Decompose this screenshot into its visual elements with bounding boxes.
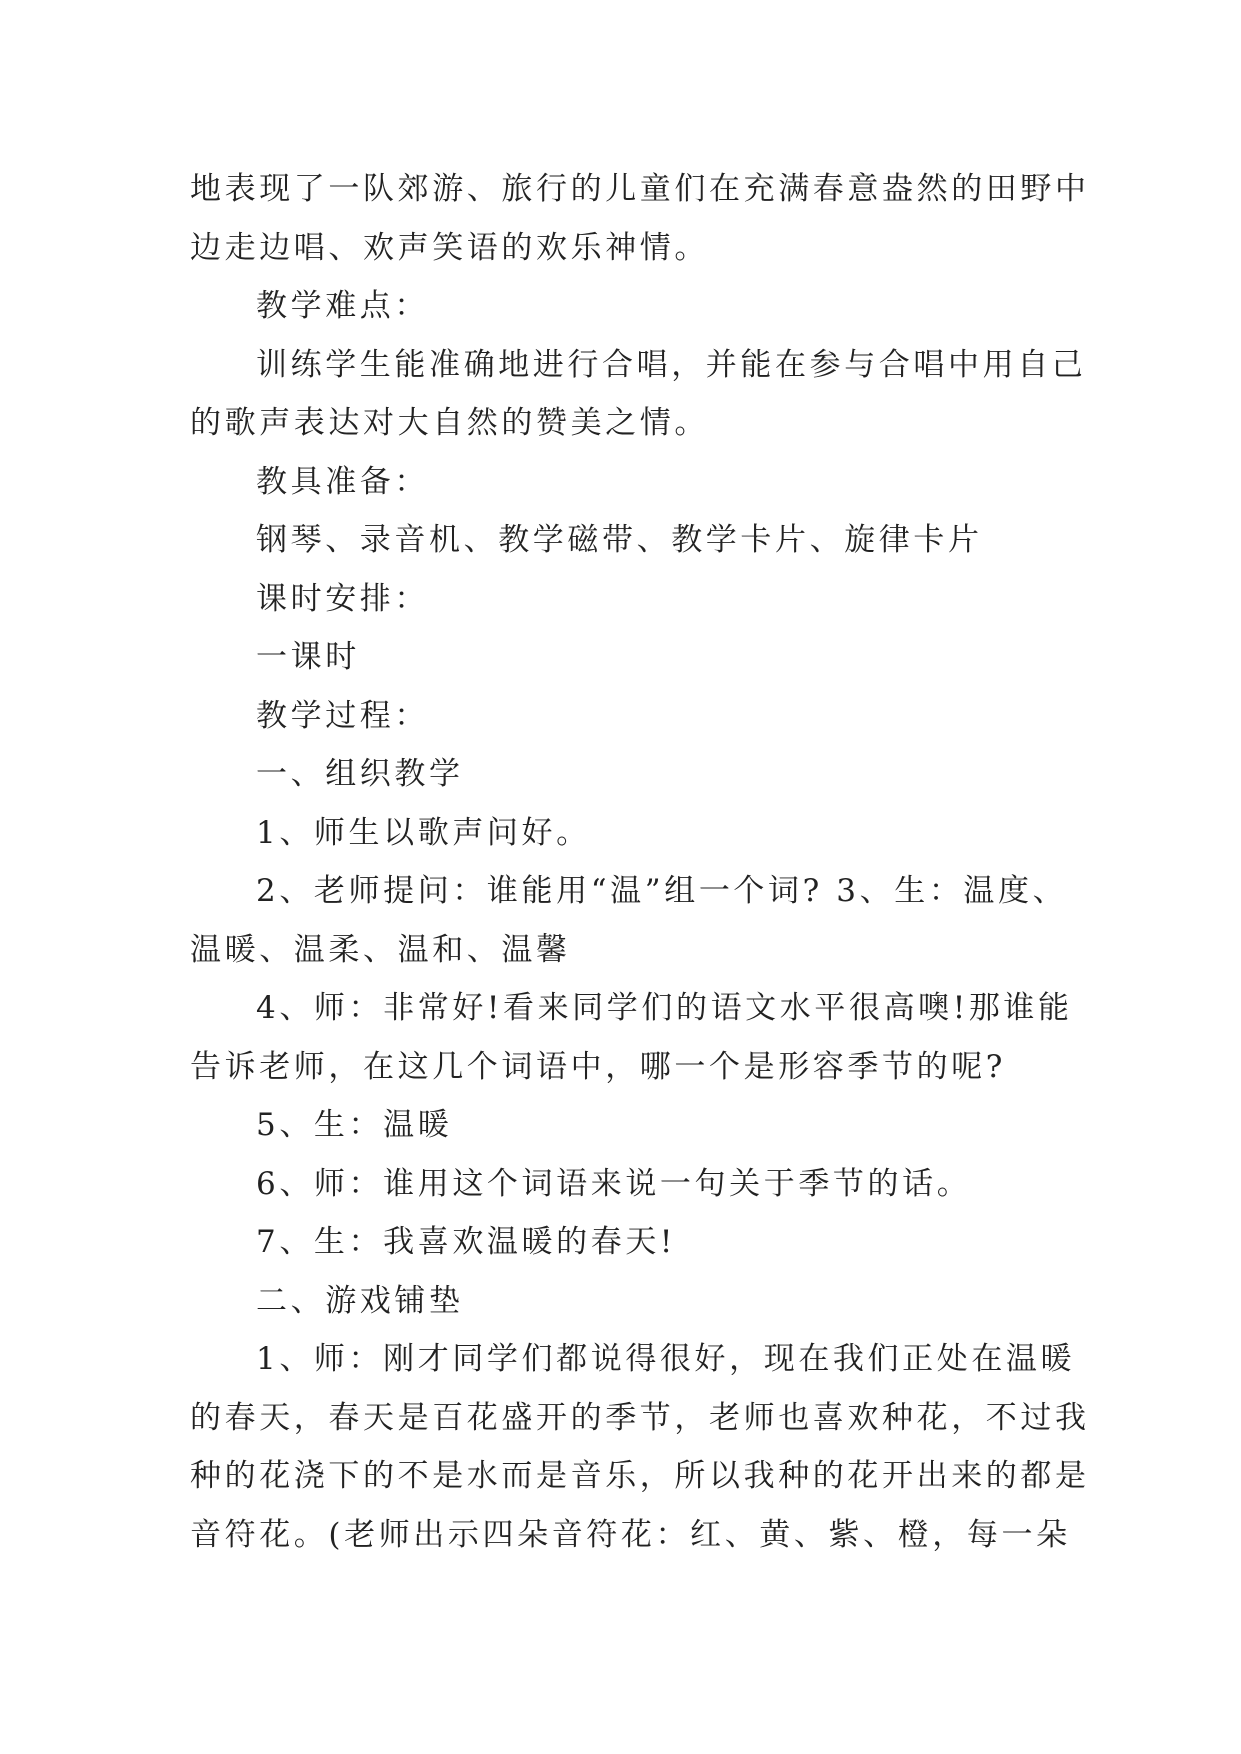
text-line: 地表现了一队郊游、旅行的儿童们在充满春意盎然的田野中: [190, 171, 1090, 207]
paragraph-intro-continued: [190, 160, 1090, 277]
heading-class-schedule: [190, 570, 1070, 629]
paragraph-teaching-aids: [190, 511, 1070, 570]
text-line: 1、师生以歌声问好。: [256, 814, 591, 851]
list-item: [190, 1330, 1090, 1564]
text-line: 1、师：刚才同学们都说得很好，现在我们正处在温暖: [256, 1341, 1076, 1377]
text-line: 课时安排：: [256, 580, 429, 617]
text-line: 6、师：谁用这个词语来说一句关于季节的话。: [256, 1165, 972, 1202]
text-line: 温暖、温柔、温和、温馨: [190, 931, 571, 968]
text-line: 的歌声表达对大自然的赞美之情。: [190, 405, 709, 441]
paragraph-class-schedule: [190, 628, 1070, 687]
document-body: [190, 160, 1090, 1564]
text-line: 2、老师提问：谁能用“温”组一个词? 3、生：温度、: [256, 873, 1068, 909]
text-line: 5、生：温暖: [256, 1107, 453, 1143]
text-line: 边走边唱、欢声笑语的欢乐神情。: [190, 229, 709, 266]
text-line: 二、游戏铺垫: [256, 1282, 464, 1319]
list-item: [190, 1096, 1070, 1155]
text-line: 一课时: [256, 639, 360, 675]
paragraph-difficulty: [190, 336, 1087, 453]
list-item: [190, 1213, 1070, 1272]
section-heading-organize: [190, 745, 1070, 804]
text-line: 训练学生能准确地进行合唱，并能在参与合唱中用自己: [256, 346, 1087, 383]
section-heading-game: [190, 1272, 1070, 1331]
list-item: [190, 1155, 1070, 1214]
text-line: 教具准备：: [256, 463, 429, 500]
text-line: 一、组织教学: [256, 756, 464, 792]
text-line: 7、生：我喜欢温暖的春天!: [256, 1224, 676, 1260]
text-line: 的春天，春天是百花盛开的季节，老师也喜欢种花，不过我: [190, 1399, 1090, 1436]
text-line: 音符花。(老师出示四朵音符花：红、黄、紫、橙，每一朵: [190, 1516, 1071, 1553]
text-line: 教学难点：: [256, 288, 429, 324]
text-line: 教学过程：: [256, 697, 429, 734]
text-line: 钢琴、录音机、教学磁带、教学卡片、旋律卡片: [256, 522, 983, 558]
list-item: [190, 862, 1070, 979]
heading-teaching-process: [190, 687, 1070, 746]
heading-teaching-difficulty: [190, 277, 1070, 336]
text-line: 种的花浇下的不是水而是音乐，所以我种的花开出来的都是: [190, 1458, 1090, 1494]
list-item: [190, 804, 1070, 863]
heading-teaching-aids: [190, 453, 1070, 512]
list-item: [190, 979, 1073, 1096]
text-line: 4、师：非常好!看来同学们的语文水平很高噢!那谁能: [256, 990, 1073, 1026]
text-line: 告诉老师，在这几个词语中，哪一个是形容季节的呢?: [190, 1048, 1007, 1085]
